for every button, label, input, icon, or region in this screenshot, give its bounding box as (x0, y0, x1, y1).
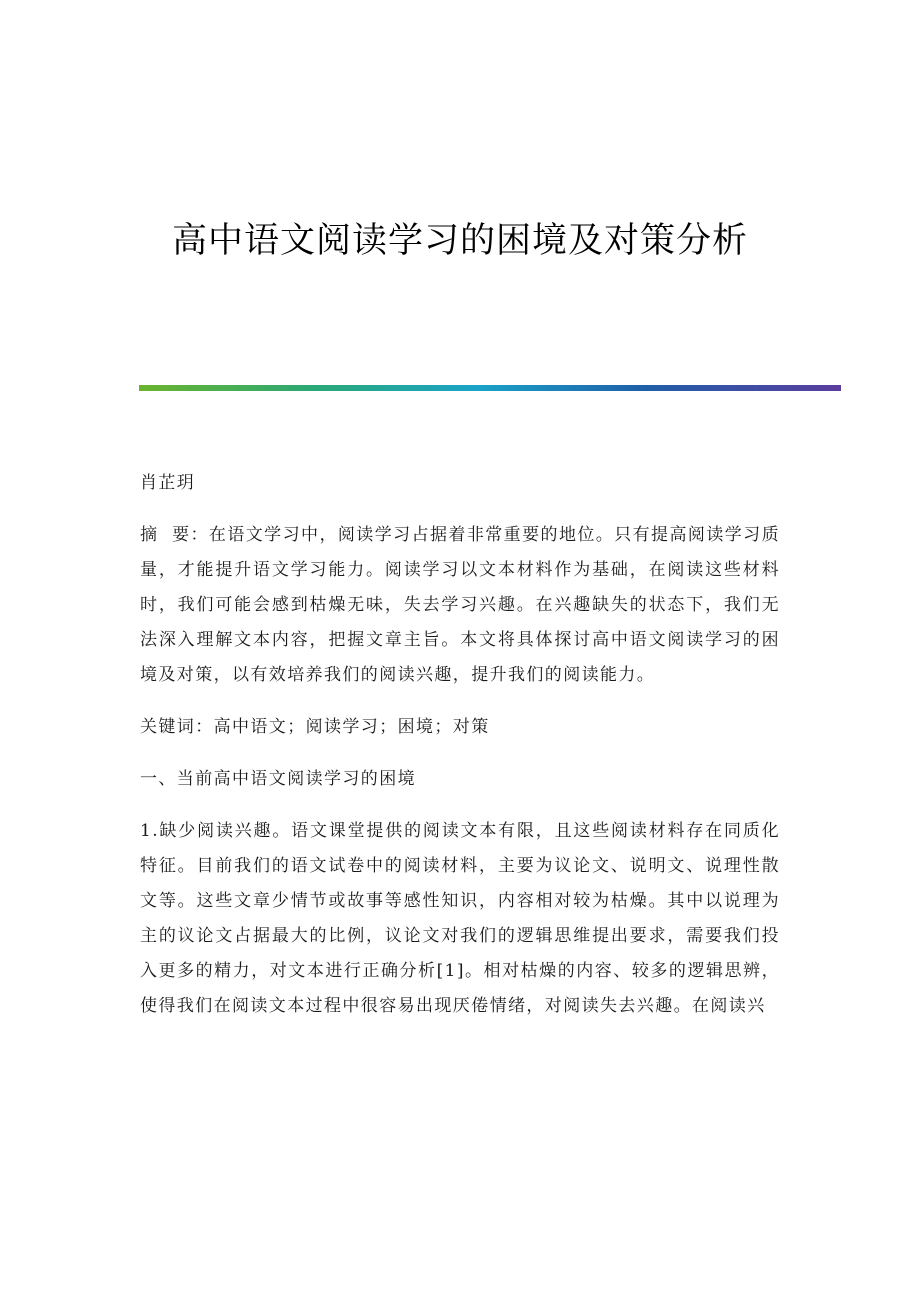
document-title: 高中语文阅读学习的困境及对策分析 (171, 221, 748, 261)
keywords-line: 关键词：高中语文；阅读学习；困境；对策 (140, 717, 490, 737)
body-paragraph: 1.缺少阅读兴趣。语文课堂提供的阅读文本有限，且这些阅读材料存在同质化特征。目前我们的语文试卷中的阅读材料，主要为议论文、说明文、说理性散文等。这些文章少情节或故事等感性知识，内容相对较为枯燥。其中以说理为主的议论文占据最大的比例，议论文对我们的逻辑思维提出要求，需要我们投入更多的精力，对文本进行正确分析[1]。相对枯燥的内容、较多的逻辑思辨，使得我们在阅读文本过程中很容易出现厌倦情绪，对阅读失去兴趣。在阅读兴 (140, 821, 780, 1016)
title-divider (139, 385, 841, 391)
author-name: 肖芷玥 (140, 473, 196, 493)
document-body (140, 466, 780, 1041)
abstract-paragraph: 摘 要：在语文学习中，阅读学习占据着非常重要的地位。只有提高阅读学习质量，才能提升语文学习能力。阅读学习以文本材料作为基础，在阅读这些材料时，我们可能会感到枯燥无味，失去学习兴趣。在兴趣缺失的状态下，我们无法深入理解文本内容，把握文章主旨。本文将具体探讨高中语文阅读学习的困境及对策，以有效培养我们的阅读兴趣，提升我们的阅读能力。 (140, 525, 780, 685)
section-heading: 一、当前高中语文阅读学习的困境 (140, 769, 416, 789)
